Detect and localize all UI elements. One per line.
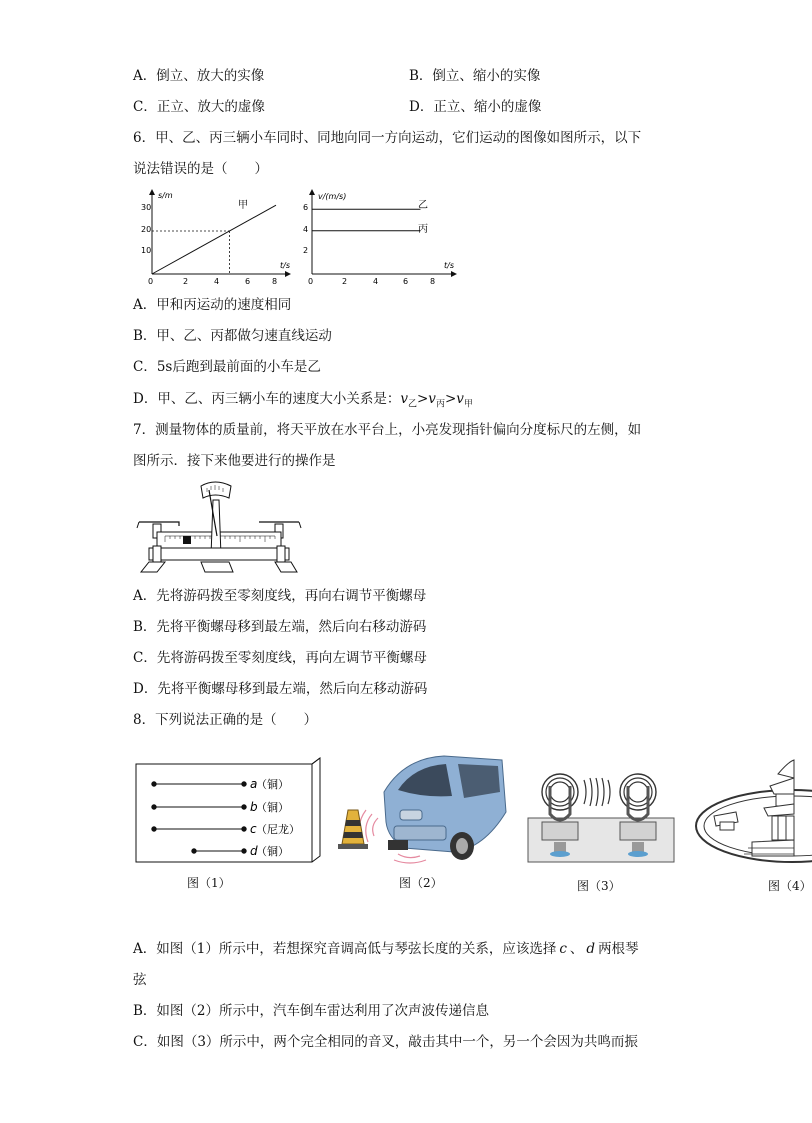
vt-xtick-6: 6 bbox=[403, 277, 409, 286]
q8-option-a-text: A．如图（1）所示中，若想探究音调高低与琴弦长度的关系，应该选择 bbox=[133, 941, 557, 957]
vt-xtick-2: 2 bbox=[342, 277, 348, 286]
st-xtick-2: 2 bbox=[183, 277, 189, 286]
formula-v2: v bbox=[428, 391, 436, 407]
balance-base bbox=[149, 548, 289, 560]
q7-option-b: B．先将平衡螺母移到最左端，然后向右移动游码 bbox=[133, 619, 427, 635]
formula-sub-jia: 甲 bbox=[463, 399, 473, 410]
vt-series-yi-label: 乙 bbox=[418, 200, 428, 211]
st-ylabel: s/m bbox=[158, 191, 173, 200]
q8-option-a-line1 bbox=[133, 939, 639, 959]
formula-sub-yi: 乙 bbox=[407, 399, 417, 410]
vt-xtick-8: 8 bbox=[430, 277, 436, 286]
string-d-letter: d bbox=[250, 844, 258, 858]
string-d-material: （铜） bbox=[256, 845, 289, 858]
q7-option-c: C．先将游码拨至零刻度线，再向左调节平衡螺母 bbox=[133, 650, 427, 666]
st-ytick-30: 30 bbox=[141, 203, 152, 212]
string-c-material: （尼龙） bbox=[256, 823, 300, 836]
st-xlabel: t/s bbox=[280, 261, 290, 270]
vt-series-bing-label: 丙 bbox=[418, 224, 428, 235]
vt-xlabel: t/s bbox=[444, 261, 454, 270]
q8-option-a-c: c bbox=[559, 941, 567, 957]
formula-v1: v bbox=[400, 391, 408, 407]
q5-option-a: A．倒立、放大的实像 bbox=[133, 68, 265, 84]
fig1-caption: 图（1） bbox=[187, 876, 231, 890]
string-c-letter: c bbox=[250, 822, 257, 836]
fig3-caption: 图（3） bbox=[577, 879, 621, 893]
vt-ytick-4: 4 bbox=[303, 225, 309, 234]
pointer-scale bbox=[201, 482, 231, 498]
traffic-cone bbox=[342, 810, 364, 844]
string-b-material: （铜） bbox=[256, 801, 289, 814]
fig3-tuning-forks bbox=[528, 762, 676, 864]
q8-option-c: C．如图（3）所示中，两个完全相同的音叉，敲击其中一个，另一个会因为共鸣而振 bbox=[133, 1034, 638, 1050]
st-xtick-8: 8 bbox=[272, 277, 278, 286]
st-xtick-6: 6 bbox=[245, 277, 251, 286]
string-a-letter: a bbox=[250, 777, 258, 791]
q8-option-a-sep: 、 bbox=[569, 941, 584, 957]
string-a-material: （铜） bbox=[256, 778, 289, 791]
fig4-caption: 图（4） bbox=[768, 879, 812, 893]
foot-left bbox=[141, 562, 165, 572]
q6-stem-line1: 6．甲、乙、丙三辆小车同时、同地向同一方向运动，它们运动的图像如图所示，以下 bbox=[133, 130, 642, 146]
tower bbox=[752, 760, 794, 856]
st-xtick-4: 4 bbox=[214, 277, 220, 286]
small-pavilion bbox=[714, 812, 738, 830]
fig2-caption: 图（2） bbox=[399, 876, 443, 890]
vt-ylabel: v/(m/s) bbox=[318, 192, 347, 201]
q7-stem-line2: 图所示．接下来他要进行的操作是 bbox=[133, 453, 336, 469]
q6-option-d bbox=[133, 389, 473, 415]
string-b-letter: b bbox=[250, 800, 258, 814]
q6-option-a: A．甲和丙运动的速度相同 bbox=[133, 297, 292, 313]
vt-graph bbox=[302, 188, 462, 288]
vt-xtick-0: 0 bbox=[308, 277, 314, 286]
formula-sub-bing: 丙 bbox=[435, 399, 445, 410]
q7-option-a: A．先将游码拨至零刻度线，再向右调节平衡螺母 bbox=[133, 588, 427, 604]
q7-option-d: D．先将平衡螺母移到最左端，然后向左移动游码 bbox=[133, 681, 428, 697]
q7-stem-line1: 7．测量物体的质量前，将天平放在水平台上，小亮发现指针偏向分度标尺的左侧，如 bbox=[133, 422, 642, 438]
fig4-echo-wall bbox=[692, 756, 794, 866]
fig2-car-radar bbox=[334, 752, 508, 864]
q8-option-a-d: d bbox=[586, 941, 596, 957]
q8-stem: 8．下列说法正确的是（ ） bbox=[133, 712, 318, 728]
q6-option-b: B．甲、乙、丙都做匀速直线运动 bbox=[133, 328, 332, 344]
q5-option-d: D．正立、缩小的虚像 bbox=[409, 99, 542, 115]
q6-option-d-text: D．甲、乙、丙三辆小车的速度大小关系是： bbox=[133, 391, 401, 407]
vt-ytick-6: 6 bbox=[303, 203, 309, 212]
q8-option-b: B．如图（2）所示中，汽车倒车雷达利用了次声波传递信息 bbox=[133, 1003, 490, 1019]
foot-right bbox=[275, 562, 297, 572]
rider-weight bbox=[183, 536, 191, 544]
vt-ytick-2: 2 bbox=[303, 246, 309, 255]
st-ytick-10: 10 bbox=[141, 246, 152, 255]
formula-gt2: > bbox=[444, 391, 457, 407]
q5-option-b: B．倒立、缩小的实像 bbox=[409, 68, 541, 84]
q6-stem-line2: 说法错误的是（ ） bbox=[133, 161, 268, 177]
formula-gt1: > bbox=[416, 391, 429, 407]
st-ytick-20: 20 bbox=[141, 225, 152, 234]
q8-option-a-end: 两根琴 bbox=[598, 941, 639, 957]
st-series-jia-line bbox=[152, 205, 276, 274]
foot-mid bbox=[201, 562, 233, 572]
st-xtick-0: 0 bbox=[148, 277, 154, 286]
fig1-strings-board bbox=[134, 756, 322, 864]
q6-option-c: C．5s后跑到最前面的小车是乙 bbox=[133, 359, 321, 375]
st-series-jia-label: 甲 bbox=[238, 200, 248, 211]
q5-option-c: C．正立、放大的虚像 bbox=[133, 99, 265, 115]
balance-figure bbox=[135, 476, 305, 582]
vt-xtick-4: 4 bbox=[373, 277, 379, 286]
st-graph bbox=[138, 188, 298, 288]
formula-v3: v bbox=[456, 391, 464, 407]
q8-option-a-line2: 弦 bbox=[133, 972, 147, 988]
